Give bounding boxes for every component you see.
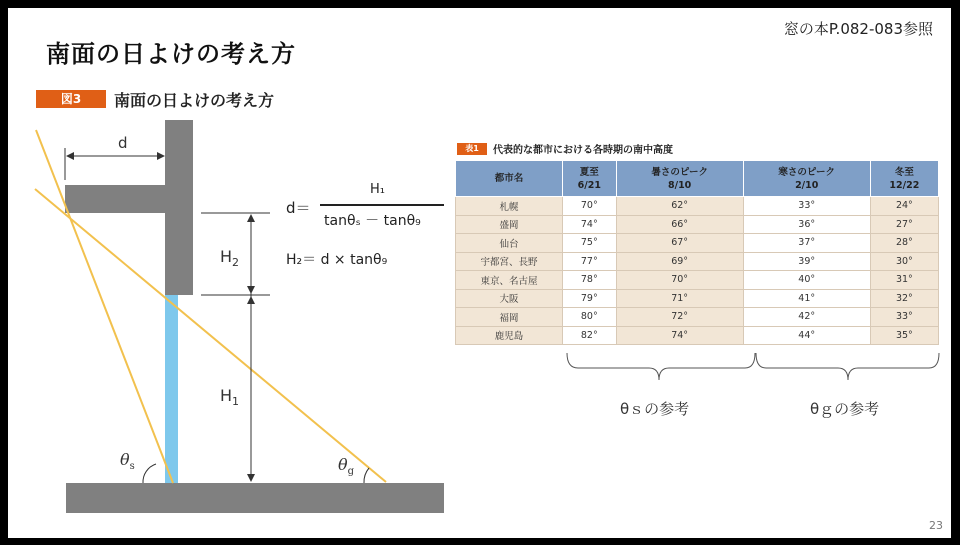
altitude-table — [455, 160, 939, 345]
figure-title: 南面の日よけの考え方 — [114, 91, 275, 110]
cell-city: 宇都宮、長野 — [456, 252, 563, 271]
cell-value: 70° — [563, 197, 617, 216]
table-header-row — [456, 161, 939, 197]
cell-value: 37° — [743, 234, 870, 253]
cell-city: 東京、名古屋 — [456, 271, 563, 290]
table-title: 代表的な都市における各時期の南中高度 — [493, 145, 673, 156]
cell-city: 大阪 — [456, 289, 563, 308]
brace-theta-s — [567, 353, 755, 380]
table-row — [456, 215, 939, 234]
header-city: 都市名 — [456, 161, 563, 197]
sun-line-summer — [36, 130, 173, 483]
theta-s-reference: θｓの参考 — [620, 400, 690, 418]
cell-city: 仙台 — [456, 234, 563, 253]
cell-value: 33° — [870, 308, 938, 327]
header-winter-solstice: 冬至 12/22 — [870, 161, 938, 197]
cell-value: 27° — [870, 215, 938, 234]
cell-value: 24° — [870, 197, 938, 216]
header-summer-peak: 暑さのピーク 8/10 — [616, 161, 743, 197]
cell-value: 33° — [743, 197, 870, 216]
cell-value: 66° — [616, 215, 743, 234]
table-row — [456, 252, 939, 271]
cell-value: 28° — [870, 234, 938, 253]
cell-city: 札幌 — [456, 197, 563, 216]
cell-value: 30° — [870, 252, 938, 271]
theta-g-reference: θｇの参考 — [810, 400, 880, 418]
cell-value: 32° — [870, 289, 938, 308]
cell-value: 67° — [616, 234, 743, 253]
formula-d-lhs: d＝ — [286, 199, 311, 217]
window-glass — [165, 295, 178, 483]
h1-arrow-down — [247, 474, 255, 482]
cell-value: 79° — [563, 289, 617, 308]
d-arrow-left — [66, 152, 74, 160]
cell-value: 41° — [743, 289, 870, 308]
table-row — [456, 234, 939, 253]
table-row — [456, 197, 939, 216]
cell-value: 74° — [563, 215, 617, 234]
table-row — [456, 308, 939, 327]
h1-arrow-up — [247, 296, 255, 304]
sun-line-winter — [35, 189, 386, 482]
fraction-bar — [320, 204, 444, 206]
cell-value: 72° — [616, 308, 743, 327]
cell-value: 82° — [563, 326, 617, 345]
angle-arc-s — [143, 464, 156, 483]
page-title: 南面の日よけの考え方 — [46, 40, 296, 68]
h2-arrow-down — [247, 286, 255, 294]
cell-value: 36° — [743, 215, 870, 234]
table-badge: 表1 — [457, 143, 487, 155]
cell-value: 75° — [563, 234, 617, 253]
formula-d-denominator: tanθₛ － tanθ₉ — [324, 213, 421, 229]
table-row — [456, 289, 939, 308]
cell-value: 35° — [870, 326, 938, 345]
header-summer-solstice: 夏至 6/21 — [563, 161, 617, 197]
header-winter-peak: 寒さのピーク 2/10 — [743, 161, 870, 197]
table-row — [456, 326, 939, 345]
cell-value: 80° — [563, 308, 617, 327]
cell-value: 40° — [743, 271, 870, 290]
cell-city: 鹿児島 — [456, 326, 563, 345]
cell-value: 39° — [743, 252, 870, 271]
cell-value: 31° — [870, 271, 938, 290]
label-h2: $H_2$ — [220, 247, 240, 269]
cell-value: 77° — [563, 252, 617, 271]
eave — [65, 185, 193, 213]
page-number: 23 — [929, 519, 943, 532]
angle-arc-g — [364, 468, 369, 483]
cell-value: 42° — [743, 308, 870, 327]
reference-note: 窓の本P.082-083参照 — [783, 20, 933, 38]
h2-arrow-up — [247, 214, 255, 222]
label-h1: $H_1$ — [220, 386, 240, 408]
cell-value: 78° — [563, 271, 617, 290]
d-arrow-right — [157, 152, 165, 160]
formula-d-numerator: H₁ — [370, 182, 385, 197]
slide — [8, 8, 951, 538]
cell-value: 62° — [616, 197, 743, 216]
formula-h2: H₂＝ d × tanθ₉ — [286, 252, 388, 268]
cell-city: 盛岡 — [456, 215, 563, 234]
cell-value: 74° — [616, 326, 743, 345]
label-theta-g: $\theta_g$ — [338, 455, 355, 477]
cell-value: 70° — [616, 271, 743, 290]
cell-value: 71° — [616, 289, 743, 308]
cell-value: 44° — [743, 326, 870, 345]
cell-city: 福岡 — [456, 308, 563, 327]
table-row — [456, 271, 939, 290]
label-d: d — [118, 134, 128, 152]
ground-slab — [66, 483, 444, 513]
brace-theta-g — [756, 353, 939, 380]
label-theta-s: $\theta_s$ — [120, 450, 135, 472]
figure-badge: 図3 — [36, 90, 106, 108]
cell-value: 69° — [616, 252, 743, 271]
